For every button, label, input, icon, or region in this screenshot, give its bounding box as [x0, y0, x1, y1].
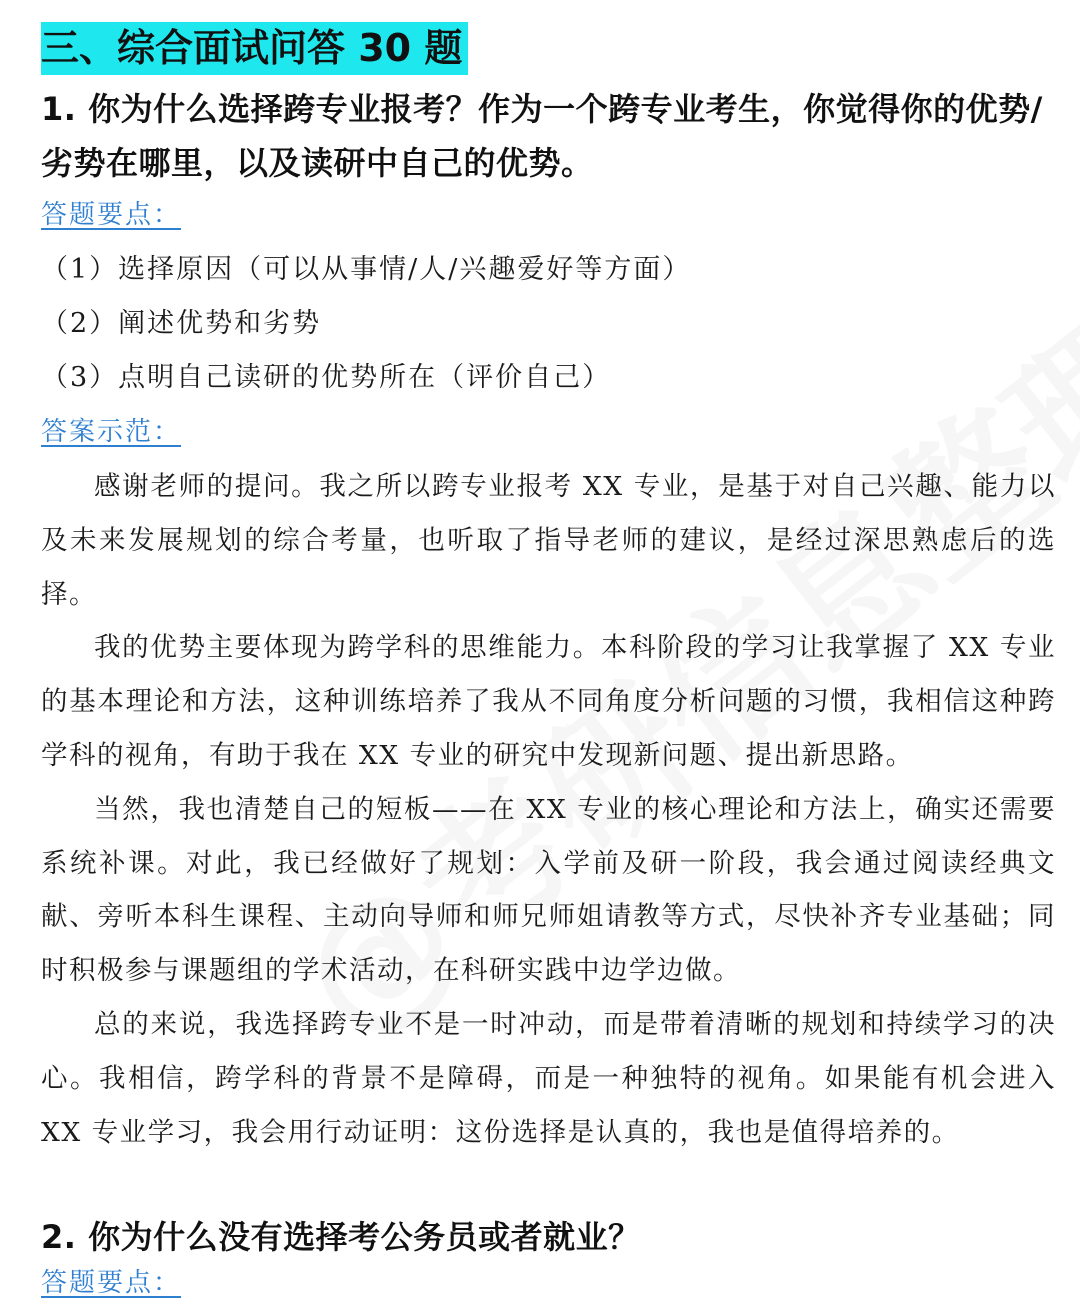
q2-points-label: 答题要点： — [41, 1268, 182, 1298]
q1-point-2: （2）阐述优势和劣势 — [41, 308, 322, 339]
section-title: 三、综合面试问答 30 题 — [41, 22, 468, 75]
question-1-title: 1. 你为什么选择跨专业报考？作为一个跨专业考生，你觉得你的优势/劣势在哪里，以及读研中自己的优势。 — [41, 90, 1043, 182]
q1-answer-body — [41, 460, 1056, 1159]
q1-point-3: （3）点明自己读研的优势所在（评价自己） — [41, 362, 612, 393]
q1-points-label: 答题要点： — [41, 200, 182, 230]
q1-point-1: （1）选择原因（可以从事情/人/兴趣爱好等方面） — [41, 254, 692, 285]
answer-paragraph-1: 感谢老师的提问。我之所以跨专业报考 XX 专业，是基于对自己兴趣、能力以及未来发展规划的综合考量，也听取了指导老师的建议，是经过深思熟虑后的选择。 — [41, 471, 1056, 610]
answer-paragraph-2: 我的优势主要体现为跨学科的思维能力。本科阶段的学习让我掌握了 XX 专业的基本理论和方法，这种训练培养了我从不同角度分析问题的习惯，我相信这种跨学科的视角，有助于我在 XX 专业的研究中发现新问题、提出新思路。 — [41, 632, 1056, 771]
answer-paragraph-4: 总的来说，我选择跨专业不是一时冲动，而是带着清晰的规划和持续学习的决心。我相信，跨学科的背景不是障碍，而是一种独特的视角。如果能有机会进入 XX 专业学习，我会用行动证明：这份选择是认真的，我也是值得培养的。 — [41, 1008, 1056, 1148]
question-2-title: 2. 你为什么没有选择考公务员或者就业？ — [41, 1218, 641, 1256]
answer-paragraph-3: 当然，我也清楚自己的短板——在 XX 专业的核心理论和方法上，确实还需要系统补课。对此，我已经做好了规划：入学前及研一阶段，我会通过阅读经典文献、旁听本科生课程、主动向导师和师兄师姐请教等方式，尽快补齐专业基础；同时积极参与课题组的学术活动，在科研实践中边学边做。 — [41, 793, 1056, 987]
q1-answer-label: 答案示范： — [41, 417, 182, 447]
